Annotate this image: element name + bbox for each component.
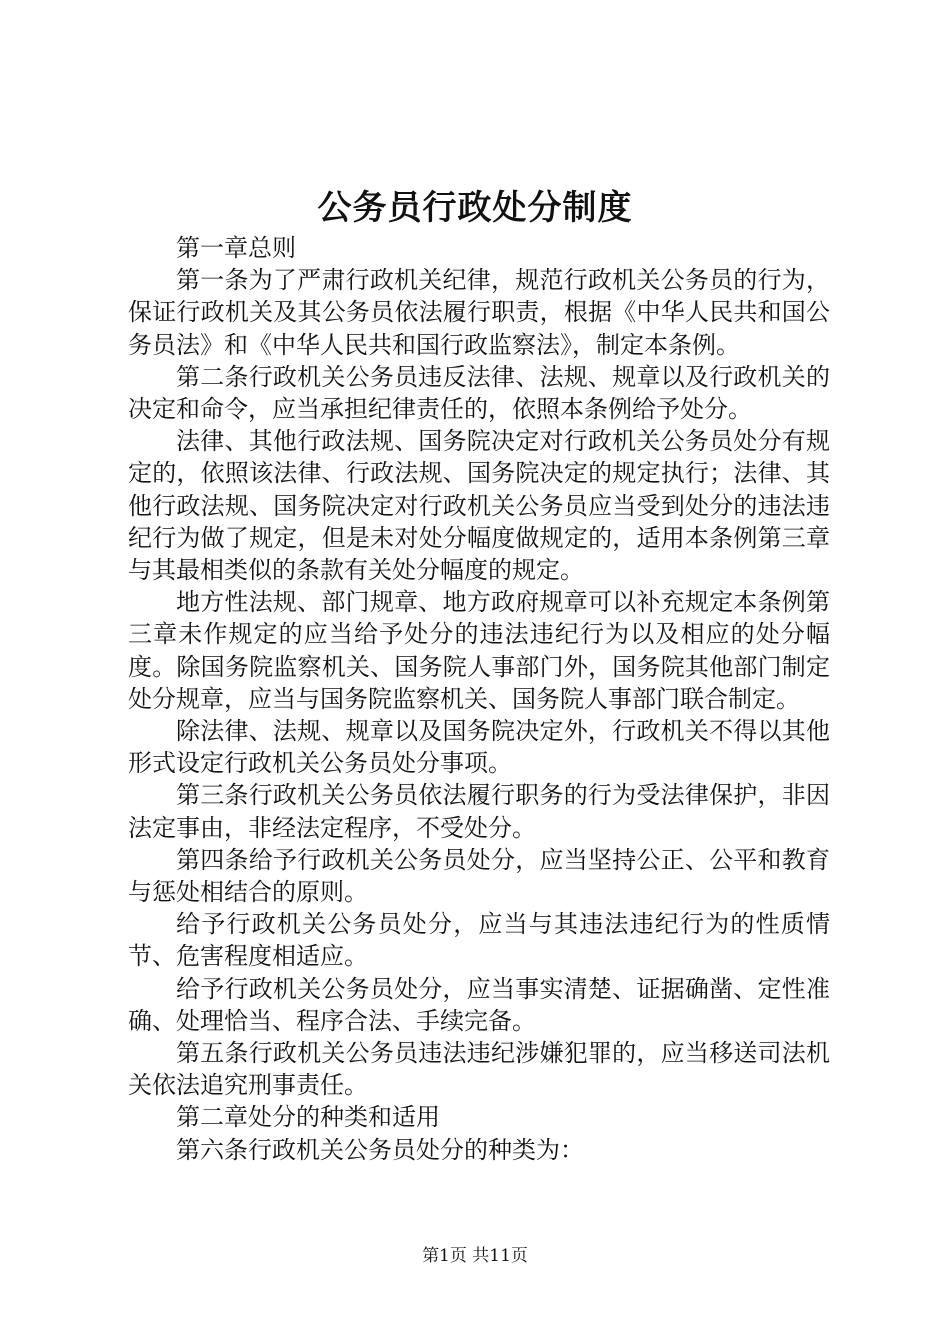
page-footer: 第1页 共11页 <box>422 1246 528 1266</box>
paragraph: 第六条行政机关公务员处分的种类为： <box>176 1135 584 1164</box>
paragraph: 第一条为了严肃行政机关纪律，规范行政机关公务员的行为，保证行政机关及其公务员依法履行职责，根据《中华人民共和国公务员法》和《中华人民共和国行政监察法》，制定本条例。 <box>128 266 830 359</box>
paragraph: 除法律、法规、规章以及国务院决定外，行政机关不得以其他形式设定行政机关公务员处分事项。 <box>128 717 830 778</box>
paragraph: 地方性法规、部门规章、地方政府规章可以补充规定本条例第三章未作规定的应当给予处分的违法违纪行为以及相应的处分幅度。除国务院监察机关、国务院人事部门外，国务院其他部门制定处分规章，应当与国务院监察机关、国务院人事部门联合制定。 <box>128 588 830 713</box>
paragraph: 给予行政机关公务员处分，应当事实清楚、证据确凿、定性准确、处理恰当、程序合法、手续完备。 <box>128 974 830 1035</box>
paragraph: 给予行政机关公务员处分，应当与其违法违纪行为的性质情节、危害程度相适应。 <box>128 910 830 971</box>
paragraph: 第二章处分的种类和适用 <box>176 1103 440 1132</box>
document-title: 公务员行政处分制度 <box>317 188 633 228</box>
paragraph: 第一章总则 <box>176 234 296 262</box>
document-body <box>128 232 830 1166</box>
paragraph: 第五条行政机关公务员违法违纪涉嫌犯罪的，应当移送司法机关依法追究刑事责任。 <box>128 1039 830 1100</box>
paragraph: 第三条行政机关公务员依法履行职务的行为受法律保护，非因法定事由，非经法定程序，不受处分。 <box>128 781 830 842</box>
paragraph: 第二条行政机关公务员违反法律、法规、规章以及行政机关的决定和命令，应当承担纪律责任的，依照本条例给予处分。 <box>128 362 830 424</box>
paragraph: 第四条给予行政机关公务员处分，应当坚持公正、公平和教育与惩处相结合的原则。 <box>128 845 830 907</box>
paragraph: 法律、其他行政法规、国务院决定对行政机关公务员处分有规定的，依照该法律、行政法规、国务院决定的规定执行；法律、其他行政法规、国务院决定对行政机关公务员应当受到处分的违法违纪行为做了规定，但是未对处分幅度做规定的，适用本条例第三章与其最相类似的条款有关处分幅度的规定。 <box>128 427 830 585</box>
